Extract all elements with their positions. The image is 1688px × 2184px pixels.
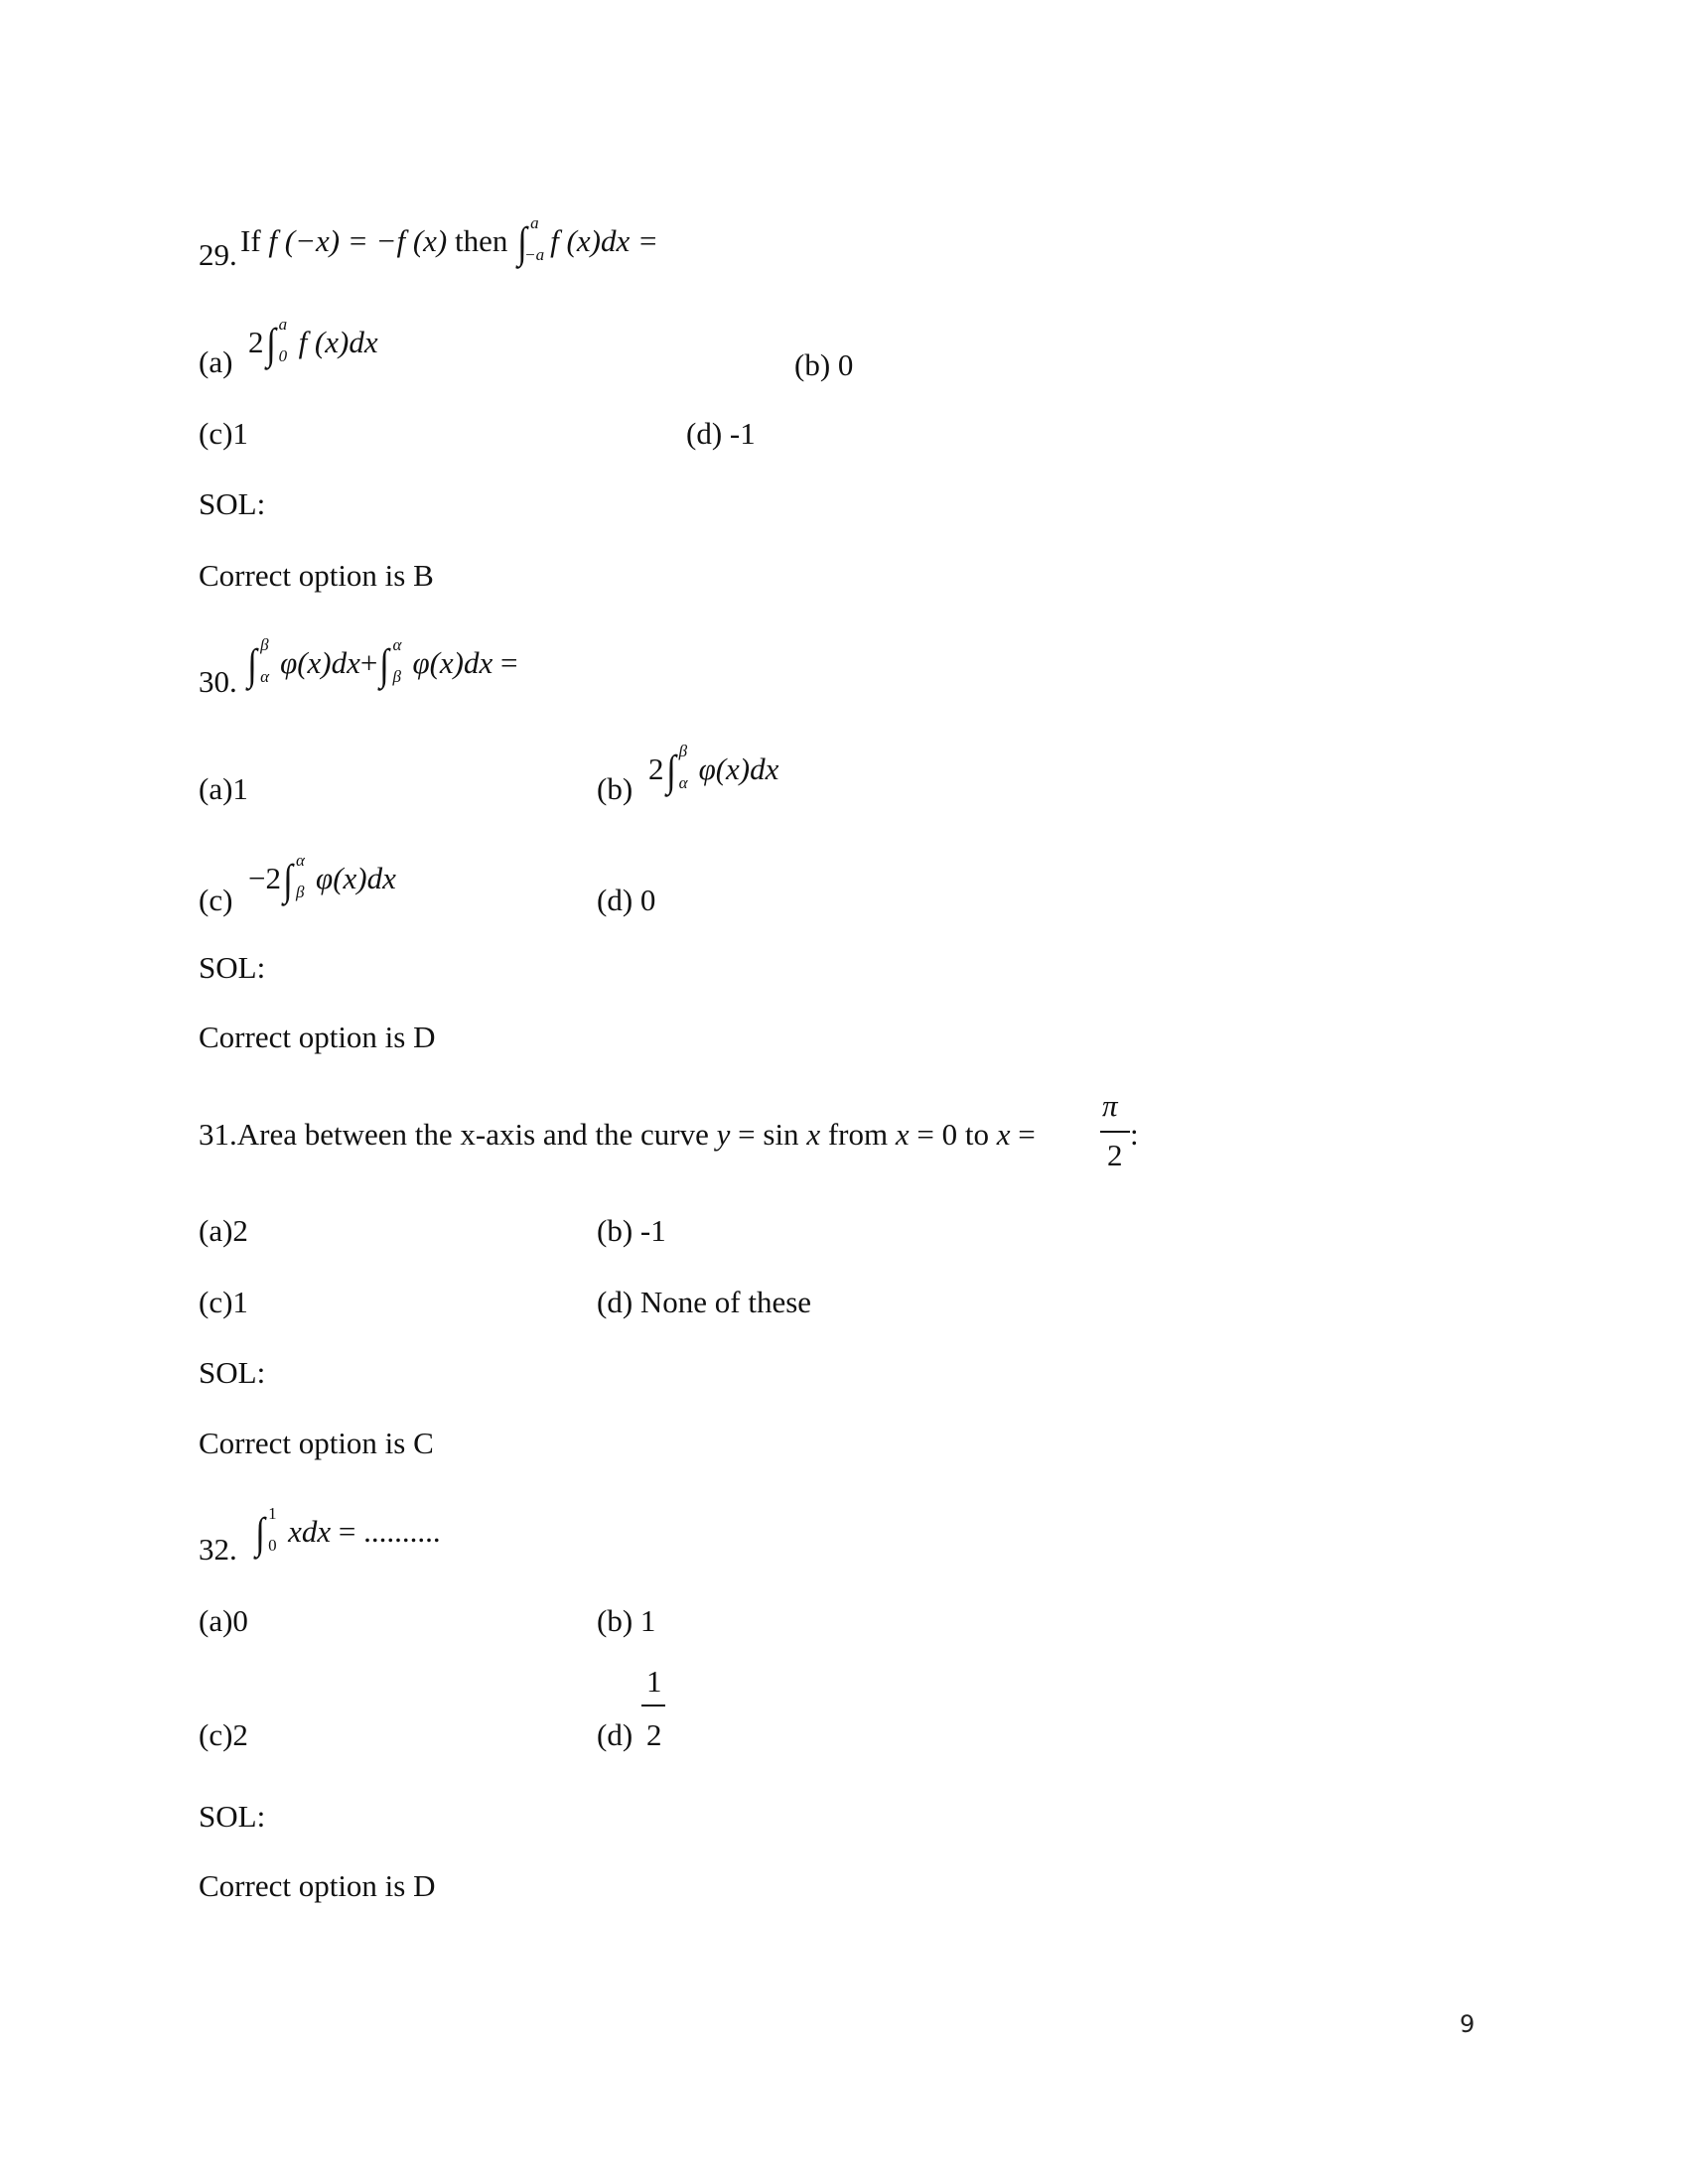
option-c-math	[248, 851, 396, 904]
correct-answer: Correct option is D	[199, 1020, 436, 1054]
integral-sign-icon: ∫	[283, 856, 293, 904]
integral-limits	[268, 1504, 284, 1555]
question-stem	[240, 213, 658, 267]
lower-limit: β	[296, 883, 305, 901]
option-a-label: (a)	[199, 344, 233, 379]
option-b: (b) 1	[597, 1603, 656, 1638]
integral-sign-icon: ∫	[379, 640, 390, 689]
coefficient: −2	[248, 861, 281, 895]
stem-text: If	[240, 223, 269, 258]
stem-text: to	[957, 1117, 997, 1152]
math-var: x	[996, 1117, 1011, 1152]
question-number: 32.	[199, 1532, 237, 1567]
stem-text: Area between the x-axis and the curve	[236, 1117, 717, 1152]
equals-sign: =	[492, 645, 518, 680]
solution-label: SOL:	[199, 1355, 266, 1390]
integrand: f (x)dx	[298, 325, 378, 359]
upper-limit: α	[392, 635, 402, 654]
question-number: 30.	[199, 664, 237, 699]
option-d-label: (d)	[597, 1717, 633, 1752]
option-a-math	[248, 315, 378, 368]
plus-sign: +	[359, 645, 378, 680]
numerator: 1	[646, 1664, 662, 1699]
option-c: (c)2	[199, 1717, 248, 1752]
integral-limits	[260, 635, 276, 686]
math-expr: (x)dx =	[558, 223, 658, 258]
upper-limit: a	[278, 315, 288, 334]
lower-limit: 0	[268, 1536, 277, 1555]
lower-limit: β	[392, 667, 401, 686]
stem-text: from	[820, 1117, 896, 1152]
denominator: 2	[646, 1717, 662, 1752]
numerator: π	[1102, 1088, 1118, 1123]
option-d: (d) 0	[597, 883, 656, 917]
fraction-pi-over-2	[1098, 1090, 1132, 1179]
integrand: φ(x)dx	[698, 751, 779, 786]
option-c: (c)1	[199, 1285, 248, 1319]
math-expr: = 0	[909, 1117, 958, 1152]
fraction-bar	[641, 1705, 665, 1706]
denominator: 2	[1107, 1138, 1123, 1172]
integral-sign-icon: ∫	[517, 218, 527, 267]
upper-limit: α	[296, 851, 305, 870]
option-b: (b) 0	[794, 347, 854, 382]
math-expr: φ(x)dx	[280, 645, 360, 680]
question-number: 31.	[199, 1117, 237, 1152]
math-var: f	[396, 223, 406, 258]
option-d: (d) None of these	[597, 1285, 812, 1319]
blank: = ..........	[331, 1514, 441, 1549]
upper-limit: β	[260, 635, 269, 654]
solution-label: SOL:	[199, 950, 266, 985]
colon: :	[1130, 1117, 1139, 1152]
math-expr: (x)	[405, 223, 448, 258]
fraction-one-half	[641, 1664, 667, 1753]
option-c: (c)1	[199, 416, 248, 451]
correct-answer: Correct option is D	[199, 1868, 436, 1903]
question-number: 29.	[199, 237, 237, 272]
integral-sign-icon: ∫	[255, 1509, 265, 1558]
coefficient: 2	[648, 751, 664, 786]
integral-sign-icon: ∫	[265, 320, 276, 368]
question-stem	[245, 635, 518, 689]
math-expr: =	[1010, 1117, 1036, 1152]
option-c-label: (c)	[199, 883, 233, 917]
upper-limit: a	[530, 213, 539, 232]
question-stem	[199, 1119, 1036, 1150]
lower-limit: α	[260, 667, 269, 686]
integral-sign-icon: ∫	[665, 747, 676, 795]
lower-limit: −a	[524, 245, 545, 264]
solution-label: SOL:	[199, 486, 266, 521]
lower-limit: α	[678, 773, 688, 792]
integral-limits	[296, 851, 312, 901]
option-b: (b) -1	[597, 1213, 666, 1248]
option-d: (d) -1	[686, 416, 756, 451]
integral-limits	[678, 742, 695, 792]
math-expr: = sin	[730, 1117, 807, 1152]
stem-text: then	[447, 223, 516, 258]
coefficient: 2	[248, 325, 264, 359]
correct-answer: Correct option is C	[199, 1426, 434, 1460]
math-var: y	[716, 1117, 731, 1152]
question-stem	[253, 1504, 441, 1558]
option-b-label: (b)	[597, 771, 633, 806]
option-a: (a)2	[199, 1213, 248, 1248]
math-expr: (−x) = −	[277, 223, 397, 258]
integrand: φ(x)dx	[316, 861, 396, 895]
math-var: f	[268, 223, 278, 258]
math-var: x	[895, 1117, 910, 1152]
math-var: f	[550, 223, 559, 258]
integrand: xdx	[288, 1514, 332, 1549]
math-var: x	[806, 1117, 821, 1152]
math-expr: φ(x)dx	[412, 645, 493, 680]
fraction-bar	[1100, 1131, 1130, 1133]
solution-label: SOL:	[199, 1799, 266, 1834]
option-a: (a)0	[199, 1603, 248, 1638]
integral-limits	[392, 635, 408, 686]
page-number: 9	[1460, 2010, 1476, 2038]
option-b-math	[648, 742, 779, 795]
correct-answer: Correct option is B	[199, 558, 434, 593]
lower-limit: 0	[278, 346, 288, 365]
integral-sign-icon: ∫	[247, 640, 257, 689]
integral-limits	[278, 315, 295, 365]
integral-limits	[524, 213, 546, 264]
option-a: (a)1	[199, 771, 248, 806]
upper-limit: 1	[268, 1504, 277, 1523]
upper-limit: β	[678, 742, 688, 760]
